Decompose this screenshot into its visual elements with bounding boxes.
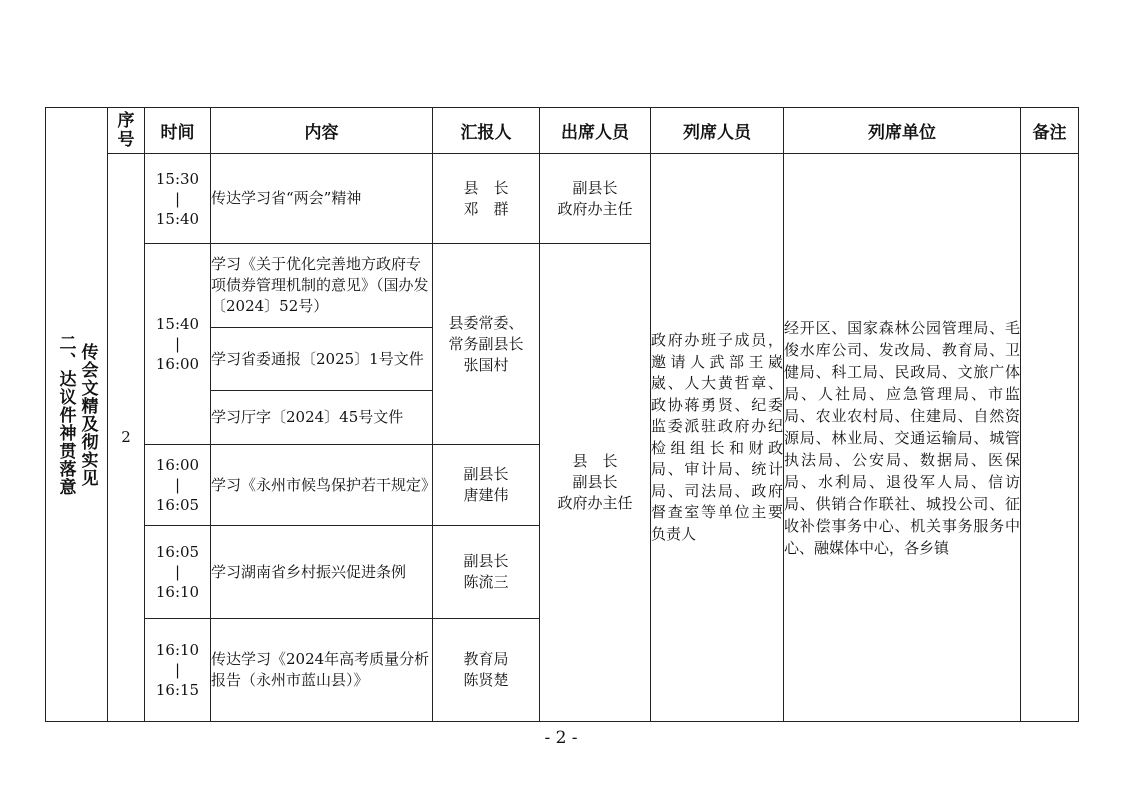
table-row: [46, 154, 1079, 244]
header-remarks: 备注: [1021, 108, 1079, 154]
time-cell: 16:05 | 16:10: [145, 526, 211, 619]
schedule-table: [45, 107, 1079, 722]
reporter-cell: 县委常委、 常务副县长 张国村: [433, 244, 540, 445]
observers-cell: 政府办班子成员，邀请人武部王崴崴、人大黄哲章、政协蒋勇贤、纪委监委派驻政府办纪检组组长和财政局、审计局、统计局、司法局、政府督查室等单位主要负责人: [651, 154, 784, 722]
reporter-cell: 教育局 陈贤楚: [433, 619, 540, 722]
content-cell: 学习厅字〔2024〕45号文件: [211, 391, 433, 445]
time-cell: 16:10 | 16:15: [145, 619, 211, 722]
section-title-line-1: 传会文精及彻实见: [77, 342, 98, 487]
header-time: 时间: [145, 108, 211, 154]
header-attendees: 出席人员: [540, 108, 651, 154]
content-cell: 传达学习省“两会”精神: [211, 154, 433, 244]
content-cell: 学习省委通报〔2025〕1号文件: [211, 328, 433, 391]
attendees-cell: 副县长 政府办主任: [540, 154, 651, 244]
remarks-cell: [1021, 154, 1079, 722]
content-cell: 学习《永州市候鸟保护若干规定》: [211, 445, 433, 526]
header-content: 内容: [211, 108, 433, 154]
reporter-cell: 县 长 邓 群: [433, 154, 540, 244]
units-cell: 经开区、国家森林公园管理局、毛俊水库公司、发改局、教育局、卫健局、科工局、民政局、文旅广体局、人社局、应急管理局、市监局、农业农村局、住建局、自然资源局、林业局、交通运输局、城管执法局、公安局、数据局、医保局、水利局、退役军人局、信访局、供销合作联社、城投公司、征收补偿事务中心、机关事务服务中心、融媒体中心，各乡镇: [784, 154, 1021, 722]
content-cell: 传达学习《2024年高考质量分析报告（永州市蓝山县）》: [211, 619, 433, 722]
reporter-cell: 副县长 唐建伟: [433, 445, 540, 526]
header-row: [46, 108, 1079, 154]
header-units: 列席单位: [784, 108, 1021, 154]
header-seq: 序号: [108, 108, 145, 154]
attendees-group-cell: 县 长 副县长 政府办主任: [540, 244, 651, 722]
section-title-cell: [46, 108, 108, 722]
section-title-line-2: 二、达议件神贯落意: [55, 333, 76, 496]
content-cell: 学习《关于优化完善地方政府专项债券管理机制的意见》（国办发〔2024〕52号）: [211, 244, 433, 328]
time-cell: 15:30 | 15:40: [145, 154, 211, 244]
reporter-cell: 副县长 陈流三: [433, 526, 540, 619]
header-observers: 列席人员: [651, 108, 784, 154]
content-cell: 学习湖南省乡村振兴促进条例: [211, 526, 433, 619]
time-cell: 16:00 | 16:05: [145, 445, 211, 526]
time-cell: 15:40 | 16:00: [145, 244, 211, 445]
seq-number: 2: [108, 154, 145, 722]
page-number: - 2 -: [544, 728, 578, 748]
header-reporter: 汇报人: [433, 108, 540, 154]
